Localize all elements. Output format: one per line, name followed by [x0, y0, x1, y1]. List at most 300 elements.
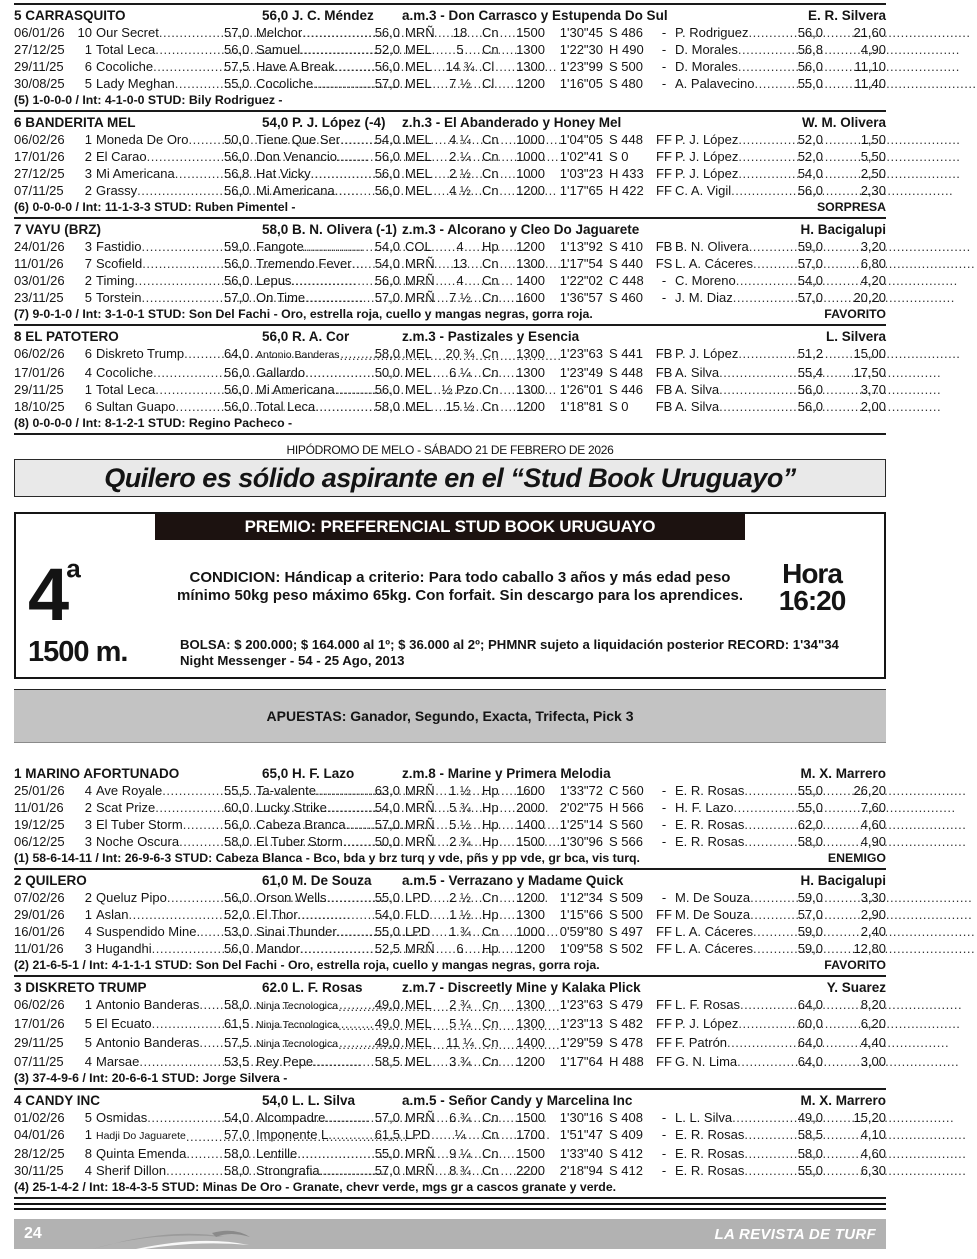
headline-banner	[14, 459, 886, 497]
odds: 1,50	[860, 132, 886, 147]
margin: 1 ¾	[449, 924, 471, 939]
jockey-weight: 51,2	[797, 346, 823, 361]
finish-position: 4	[84, 924, 92, 939]
tip-tag: SORPRESA	[816, 200, 886, 214]
purse-line-2: Night Messenger - 54 - 25 Ago, 2013	[180, 652, 405, 668]
winner-name	[96, 41, 224, 58]
jockey-name	[675, 799, 787, 816]
runner-up-weight: 55,0	[374, 1146, 400, 1161]
apprentice-flag: -	[661, 1127, 667, 1142]
margin: 2 ¾	[449, 997, 471, 1012]
runner-up-weight: 50,0	[374, 834, 400, 849]
apprentice-flag: -	[661, 25, 667, 40]
winner-name-text: Quinta Emenda	[96, 1146, 187, 1161]
runner-up-weight: 55,0	[374, 890, 400, 905]
jockey-name-text: A. Silva	[675, 399, 720, 414]
winner-name-text: Aslan	[96, 907, 129, 922]
runner-up-name-text: Lepus	[256, 273, 292, 288]
jockey-name-text: D. Morales	[675, 59, 738, 74]
finish-position: 5	[84, 1035, 92, 1050]
winner-weight: 58,0	[224, 834, 250, 849]
runner-up-name	[256, 165, 366, 182]
jockey-weight: 58,0	[797, 834, 823, 849]
jockey-weight: 56,0	[797, 183, 823, 198]
apprentice-flag: -	[661, 1146, 667, 1161]
odds: 2,00	[860, 399, 886, 414]
race-type: Hp	[482, 817, 499, 832]
jockey-name-text: E. R. Rosas	[675, 817, 745, 832]
winner-name	[96, 1034, 224, 1051]
jockey-name-text: E. R. Rosas	[675, 1163, 745, 1178]
track-code: MEL	[405, 399, 432, 414]
runner-up-weight: 56,0	[374, 382, 400, 397]
page-footer	[14, 1219, 886, 1249]
winner-name	[96, 906, 224, 923]
bets-bar: APUESTAS: Ganador, Segundo, Exacta, Trifecta, Pick 3	[14, 689, 886, 743]
horse-block	[14, 763, 886, 870]
track-code: MRÑ	[405, 800, 435, 815]
winner-weight: 57,0	[224, 290, 250, 305]
condition-weight: S 0	[609, 399, 629, 414]
odds: 5,50	[860, 149, 886, 164]
horse-block	[14, 219, 886, 326]
track-code: MRÑ	[405, 783, 435, 798]
pedigree: a.m.5 - Señor Candy y Marcelina Inc	[402, 1093, 633, 1108]
margin: 14 ¾	[445, 59, 475, 74]
race-type: Cn	[482, 256, 499, 271]
runner-up-name-text: Ninja Tecnologica	[256, 1000, 339, 1012]
race-number-ordinal: ª	[66, 557, 81, 601]
jockey-weight: 55,0	[797, 783, 823, 798]
trainer-name: H. Bacigalupi	[800, 873, 886, 888]
runner-up-name-text: Mi Americana	[256, 183, 335, 198]
race-type: Cn	[482, 1146, 499, 1161]
track-code: MRÑ	[405, 941, 435, 956]
race-type: Hp	[482, 783, 499, 798]
runner-up-name-text: Rey Pepe	[256, 1054, 314, 1069]
winner-name	[96, 182, 224, 199]
past-performance-row	[14, 398, 886, 415]
winner-name-text: Cocoliche	[96, 59, 154, 74]
distance: 1000	[516, 166, 545, 181]
runner-up-name	[256, 398, 366, 415]
runner-up-name	[256, 833, 366, 850]
race-time: 0'59"80	[559, 924, 603, 939]
race-time: 1'30"16	[559, 1110, 603, 1125]
jockey-weight: 59,0	[797, 239, 823, 254]
race-time: 2'18"94	[559, 1163, 603, 1178]
apprentice-flag: -	[661, 783, 667, 798]
winner-weight: 56,8	[224, 166, 250, 181]
apprentice-flag: FF	[656, 183, 672, 198]
odds: 6,80	[860, 256, 886, 271]
runner-up-weight: 58,0	[374, 399, 400, 414]
tip-tag: ENEMIGO	[827, 851, 886, 865]
runner-up-weight: 50,0	[374, 365, 400, 380]
runner-up-weight: 52,5	[374, 941, 400, 956]
jockey-name-text: L. A. Cáceres	[675, 256, 754, 271]
distance: 1500	[516, 25, 545, 40]
margin: 1 ½	[449, 907, 471, 922]
finish-position: 5	[84, 1016, 92, 1031]
horse-number-name: 4 CANDY INC	[14, 1093, 101, 1108]
jockey-name-text: B. N. Olivera	[675, 239, 749, 254]
winner-name	[96, 816, 224, 833]
winner-weight: 56,0	[224, 273, 250, 288]
past-performance-row	[14, 1162, 886, 1179]
runner-up-name-text: Cocoliche	[256, 76, 314, 91]
track-code: MRÑ	[405, 817, 435, 832]
jockey-name-text: E. R. Rosas	[675, 1127, 745, 1142]
record-summary: (7) 9-0-1-0 / Int: 3-1-0-1 STUD: Son Del Fachi - Oro, estrella roja, cuello y mangas negras, gorra roja.	[14, 307, 593, 321]
distance: 1200	[516, 1054, 545, 1069]
runner-up-name	[256, 289, 366, 306]
runner-up-weight: 56,0	[374, 273, 400, 288]
race-time: 1'33"40	[559, 1146, 603, 1161]
odds: 8,20	[860, 997, 886, 1012]
jockey-name	[675, 906, 787, 923]
winner-name	[96, 1015, 224, 1032]
assigned-weight-jockey: 56,0 J. C. Méndez	[262, 8, 374, 23]
apprentice-flag: FB	[655, 239, 673, 254]
winner-name	[96, 1109, 224, 1126]
race-type: Cl	[482, 76, 495, 91]
runner-up-weight: 58,5	[374, 1054, 400, 1069]
distance: 1000	[516, 924, 545, 939]
finish-position: 4	[84, 1163, 92, 1178]
winner-name-text: Hugandhi	[96, 941, 152, 956]
distance: 1400	[516, 817, 545, 832]
race-date: 16/01/26	[14, 924, 65, 939]
race-type: Cn	[482, 1163, 499, 1178]
assigned-weight-jockey: 58,0 B. N. Olivera (-1)	[262, 222, 398, 237]
race-type: Cn	[482, 382, 499, 397]
race-time: 1'23"49	[559, 365, 603, 380]
jockey-weight: 55,4	[797, 365, 823, 380]
past-performance-row	[14, 75, 886, 92]
margin: 5 ¼	[449, 1016, 471, 1031]
distance: 1300	[516, 365, 545, 380]
condition-weight: S 448	[609, 132, 643, 147]
distance: 1200	[516, 399, 545, 414]
condition-weight: S 509	[609, 890, 643, 905]
winner-weight: 56,0	[224, 890, 250, 905]
runner-up-weight: 61,5	[374, 1127, 400, 1142]
record-line	[14, 1179, 886, 1195]
margin: 8 ¾	[449, 1163, 471, 1178]
finish-position: 1	[84, 132, 92, 147]
runner-up-weight: 54,0	[374, 256, 400, 271]
race-date: 07/11/25	[14, 183, 64, 198]
distance: 1000	[516, 132, 545, 147]
distance: 1300	[516, 42, 545, 57]
race-date: 06/02/26	[14, 997, 65, 1012]
race-type: Cn	[482, 273, 499, 288]
track-code: COL	[405, 239, 432, 254]
apprentice-flag: FF	[656, 149, 672, 164]
race-date: 19/12/25	[14, 817, 65, 832]
margin: 2 ½	[449, 166, 471, 181]
jockey-name-text: F. Patrón	[675, 1035, 728, 1050]
apprentice-flag: FS	[655, 256, 673, 271]
horse-header	[14, 221, 886, 238]
margin: 2 ½	[449, 890, 471, 905]
past-performance-row	[14, 1126, 886, 1145]
winner-name-text: Lady Meghan	[96, 76, 175, 91]
track-code: MEL	[405, 365, 432, 380]
horse-block	[14, 5, 886, 112]
runner-up-weight: 54,0	[374, 239, 400, 254]
race-number	[28, 544, 168, 636]
odds: 20,20	[853, 290, 886, 305]
race-type: Cn	[482, 1127, 499, 1142]
track-code: MRÑ	[405, 25, 435, 40]
finish-position: 1	[84, 42, 92, 57]
track-code: MRÑ	[405, 290, 435, 305]
runner-up-name	[256, 1109, 366, 1126]
race-time: 1'29"59	[559, 1035, 603, 1050]
runner-up-weight: 55,0	[374, 924, 400, 939]
jockey-name	[675, 1162, 787, 1179]
jockey-name-text: L. L. Silva	[675, 1110, 733, 1125]
jockey-weight: 60,0	[797, 1016, 823, 1031]
runner-up-name	[256, 889, 366, 906]
jockey-name-text: L. F. Rosas	[675, 997, 741, 1012]
winner-weight: 55,5	[224, 783, 250, 798]
race-date: 04/01/26	[14, 1127, 65, 1142]
horse-header	[14, 328, 886, 345]
winner-name	[96, 238, 224, 255]
jockey-name	[675, 131, 787, 148]
past-performance-row	[14, 182, 886, 199]
jockey-weight: 59,0	[797, 890, 823, 905]
odds: 12,80	[853, 941, 886, 956]
runner-up-name	[256, 1126, 366, 1143]
runner-up-name	[256, 1036, 366, 1053]
assigned-weight-jockey: 62.0 L. F. Rosas	[262, 980, 363, 995]
runner-up-name-text: Alcompadre	[256, 1110, 326, 1125]
margin: 2 ¼	[449, 149, 471, 164]
jockey-name	[675, 148, 787, 165]
jockey-weight: 59,0	[797, 941, 823, 956]
apprentice-flag: -	[661, 42, 667, 57]
condition-weight: S 480	[609, 76, 643, 91]
winner-weight: 57,5	[224, 59, 250, 74]
runner-up-weight: 56,0	[374, 59, 400, 74]
winner-name	[96, 381, 224, 398]
track-code: MEL	[405, 997, 432, 1012]
condition-weight: S 486	[609, 25, 643, 40]
apprentice-flag: FF	[656, 997, 672, 1012]
race-time: 1'36"57	[559, 290, 603, 305]
current-race-entries	[14, 763, 886, 1199]
finish-position: 2	[84, 183, 92, 198]
past-performance-row	[14, 1109, 886, 1126]
apprentice-flag: -	[661, 273, 667, 288]
odds: 4,90	[860, 834, 886, 849]
race-type: Hp	[482, 907, 499, 922]
winner-name-text: Antonio Banderas	[96, 997, 200, 1012]
winner-weight: 50,0	[224, 132, 250, 147]
distance: 1300	[516, 907, 545, 922]
race-number-digit: 4	[28, 553, 67, 636]
finish-position: 5	[84, 1110, 92, 1125]
jockey-weight: 57,0	[797, 256, 823, 271]
race-date: 06/02/26	[14, 132, 65, 147]
runner-up-name	[256, 347, 366, 364]
runner-up-name-text: Ninja Tecnologica	[256, 1038, 339, 1050]
race-time: 1'23"63	[559, 346, 603, 361]
winner-name	[96, 833, 224, 850]
horse-header	[14, 114, 886, 131]
apprentice-flag: -	[661, 817, 667, 832]
finish-position: 1	[84, 997, 92, 1012]
record-summary: (5) 1-0-0-0 / Int: 4-1-0-0 STUD: Bily Rodriguez -	[14, 93, 283, 107]
condition-weight: C 560	[609, 783, 644, 798]
winner-name-text: Moneda De Oro	[96, 132, 189, 147]
race-type: Cn	[482, 1110, 499, 1125]
track-code: MRÑ	[405, 1163, 435, 1178]
jockey-name-text: A. Silva	[675, 382, 720, 397]
runner-up-weight: 56,0	[374, 25, 400, 40]
winner-name	[96, 923, 224, 940]
jockey-name	[675, 289, 787, 306]
jockey-weight: 52,0	[797, 132, 823, 147]
race-date: 11/01/26	[14, 941, 64, 956]
runner-up-weight: 56,0	[374, 166, 400, 181]
winner-name-text: Fastidio	[96, 239, 142, 254]
past-performance-row	[14, 799, 886, 816]
race-time: 1'17"64	[559, 1054, 603, 1069]
distance: 1400	[516, 1035, 545, 1050]
past-performance-row	[14, 889, 886, 906]
runner-up-name-text: Strongrafia	[256, 1163, 320, 1178]
trainer-name: M. X. Marrero	[800, 766, 886, 781]
distance: 1600	[516, 783, 545, 798]
runner-up-weight: 56,0	[374, 149, 400, 164]
runner-up-name-text: Samuel	[256, 42, 301, 57]
apprentice-flag: FB	[655, 399, 673, 414]
jockey-weight: 58,5	[797, 1127, 823, 1142]
record-line	[14, 415, 886, 431]
track-code: MEL	[405, 1054, 432, 1069]
finish-position: 3	[84, 817, 92, 832]
winner-weight: 56,0	[224, 183, 250, 198]
finish-position: 5	[84, 290, 92, 305]
finish-position: 4	[84, 783, 92, 798]
purse-info	[180, 637, 872, 669]
finish-position: 2	[84, 800, 92, 815]
past-performance-row	[14, 1015, 886, 1034]
race-time: 1'09"58	[559, 941, 603, 956]
horse-header	[14, 872, 886, 889]
winner-weight: 56,0	[224, 399, 250, 414]
condition-weight: C 448	[609, 273, 644, 288]
winner-name	[96, 148, 224, 165]
finish-position: 3	[84, 834, 92, 849]
apprentice-flag: FB	[655, 365, 673, 380]
race-date: 01/02/26	[14, 1110, 65, 1125]
condition-weight: S 409	[609, 1127, 643, 1142]
distance: 1200	[516, 239, 545, 254]
jockey-name-text: C. A. Vigil	[675, 183, 732, 198]
race-type: Hp	[482, 941, 499, 956]
winner-name	[96, 889, 224, 906]
race-date: 29/01/26	[14, 907, 65, 922]
condition-weight: S 500	[609, 59, 643, 74]
race-date: 29/11/25	[14, 382, 64, 397]
winner-name-text: Diskreto Trump	[96, 346, 185, 361]
past-performance-row	[14, 782, 886, 799]
jockey-name	[675, 889, 787, 906]
jockey-name-text: P. J. López	[675, 149, 739, 164]
track-code: LPD	[405, 1127, 431, 1142]
apprentice-flag: -	[661, 59, 667, 74]
past-performance-row	[14, 1053, 886, 1070]
winner-weight: 53,5	[224, 1054, 250, 1069]
assigned-weight-jockey: 61,0 M. De Souza	[262, 873, 372, 888]
hora-value: 16:20	[778, 585, 846, 616]
odds: 21,60	[853, 25, 886, 40]
past-performance-row	[14, 165, 886, 182]
past-performance-row	[14, 1145, 886, 1162]
margin: 18	[452, 25, 468, 40]
odds: 4,10	[860, 1127, 886, 1142]
condition-weight: S 497	[609, 924, 643, 939]
distance: 1300	[516, 1016, 545, 1031]
magazine-title: LA REVISTA DE TURF	[714, 1225, 876, 1243]
finish-position: 3	[84, 239, 92, 254]
race-date: 11/01/26	[14, 256, 64, 271]
finish-position: 1	[84, 907, 92, 922]
race-time: 1'51"47	[559, 1127, 603, 1142]
track-code: MEL	[405, 149, 432, 164]
winner-weight: 64,0	[224, 346, 250, 361]
race-time: 1'30"45	[559, 25, 603, 40]
winner-name-text: Antonio Banderas	[96, 1035, 200, 1050]
race-time: 1'16"05	[559, 76, 603, 91]
jockey-name-text: G. N. Lima	[675, 1054, 738, 1069]
jockey-weight: 64,0	[797, 997, 823, 1012]
apprentice-flag: -	[661, 1163, 667, 1178]
record-line	[14, 199, 886, 215]
track-code: MEL	[405, 382, 432, 397]
track-code: MRÑ	[405, 1146, 435, 1161]
pedigree: z.h.3 - El Abanderado y Honey Mel	[402, 115, 622, 130]
finish-position: 6	[84, 346, 92, 361]
apprentice-flag: FB	[655, 382, 673, 397]
margin: 3 ¾	[449, 1054, 471, 1069]
winner-weight: 56,0	[224, 817, 250, 832]
odds: 11,10	[854, 59, 886, 74]
jockey-name-text: P. Rodriguez	[675, 25, 749, 40]
record-line	[14, 850, 886, 866]
track-code: MEL	[405, 132, 432, 147]
runner-up-name	[256, 182, 366, 199]
winner-name-text: Cocoliche	[96, 365, 154, 380]
condition-weight: S 566	[609, 834, 643, 849]
winner-weight: 58,0	[224, 997, 250, 1012]
race-date: 17/01/26	[14, 365, 65, 380]
hora-label: Hora	[782, 558, 842, 589]
trainer-name: M. X. Marrero	[800, 1093, 886, 1108]
finish-position: 3	[84, 166, 92, 181]
runner-up-name	[256, 364, 366, 381]
odds: 6,30	[860, 1163, 886, 1178]
race-date: 07/11/25	[14, 1054, 64, 1069]
record-line	[14, 92, 886, 108]
runner-up-name-text: El Thor	[256, 907, 298, 922]
